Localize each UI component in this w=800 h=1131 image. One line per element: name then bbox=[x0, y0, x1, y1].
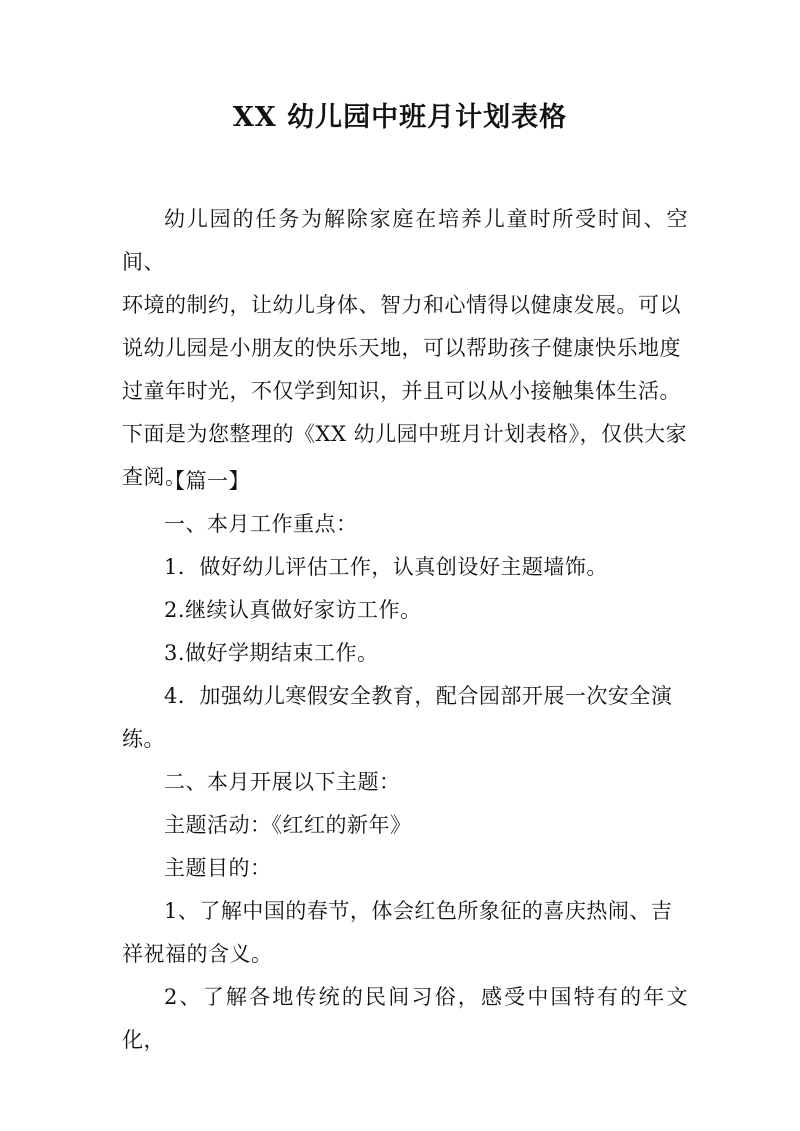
work-item-4-cont: 练。 bbox=[122, 727, 165, 751]
intro-line: 说幼儿园是小朋友的快乐天地，可以帮助孩子健康快乐地度 bbox=[122, 336, 681, 360]
heading-work-focus: 一、本月工作重点： bbox=[164, 512, 358, 536]
theme-goal-label: 主题目的： bbox=[164, 856, 272, 880]
content-section bbox=[122, 460, 688, 1062]
work-item-2: 2.继续认真做好家访工作。 bbox=[164, 598, 422, 622]
work-item-4: 4．加强幼儿寒假安全教育，配合园部开展一次安全演 bbox=[164, 684, 673, 708]
heading-themes: 二、本月开展以下主题： bbox=[164, 770, 401, 794]
intro-paragraph bbox=[122, 198, 688, 499]
intro-line: 环境的制约，让幼儿身体、智力和心情得以健康发展。可以 bbox=[122, 293, 681, 317]
goal-item-2: 2、了解各地传统的民间习俗，感受中国特有的年文化， bbox=[122, 985, 688, 1052]
intro-line: 幼儿园的任务为解除家庭在培养儿童时所受时间、空间、 bbox=[122, 207, 688, 274]
work-item-1: 1．做好幼儿评估工作，认真创设好主题墙饰。 bbox=[164, 555, 608, 579]
intro-line: 过童年时光，不仅学到知识，并且可以从小接触集体生活。 bbox=[122, 379, 681, 403]
document-title: XX 幼儿园中班月计划表格 bbox=[232, 102, 568, 133]
intro-line: 查阅。 bbox=[122, 465, 187, 489]
goal-item-1: 1、了解中国的春节，体会红色所象征的喜庆热闹、吉 bbox=[164, 899, 673, 923]
work-item-3: 3.做好学期结束工作。 bbox=[164, 641, 379, 665]
theme-activity: 主题活动：《红红的新年》 bbox=[164, 813, 412, 837]
goal-item-1-cont: 祥祝福的含义。 bbox=[122, 942, 273, 966]
section-label: 【篇一】 bbox=[164, 469, 250, 493]
intro-line: 下面是为您整理的《XX 幼儿园中班月计划表格》，仅供大家 bbox=[122, 422, 688, 446]
